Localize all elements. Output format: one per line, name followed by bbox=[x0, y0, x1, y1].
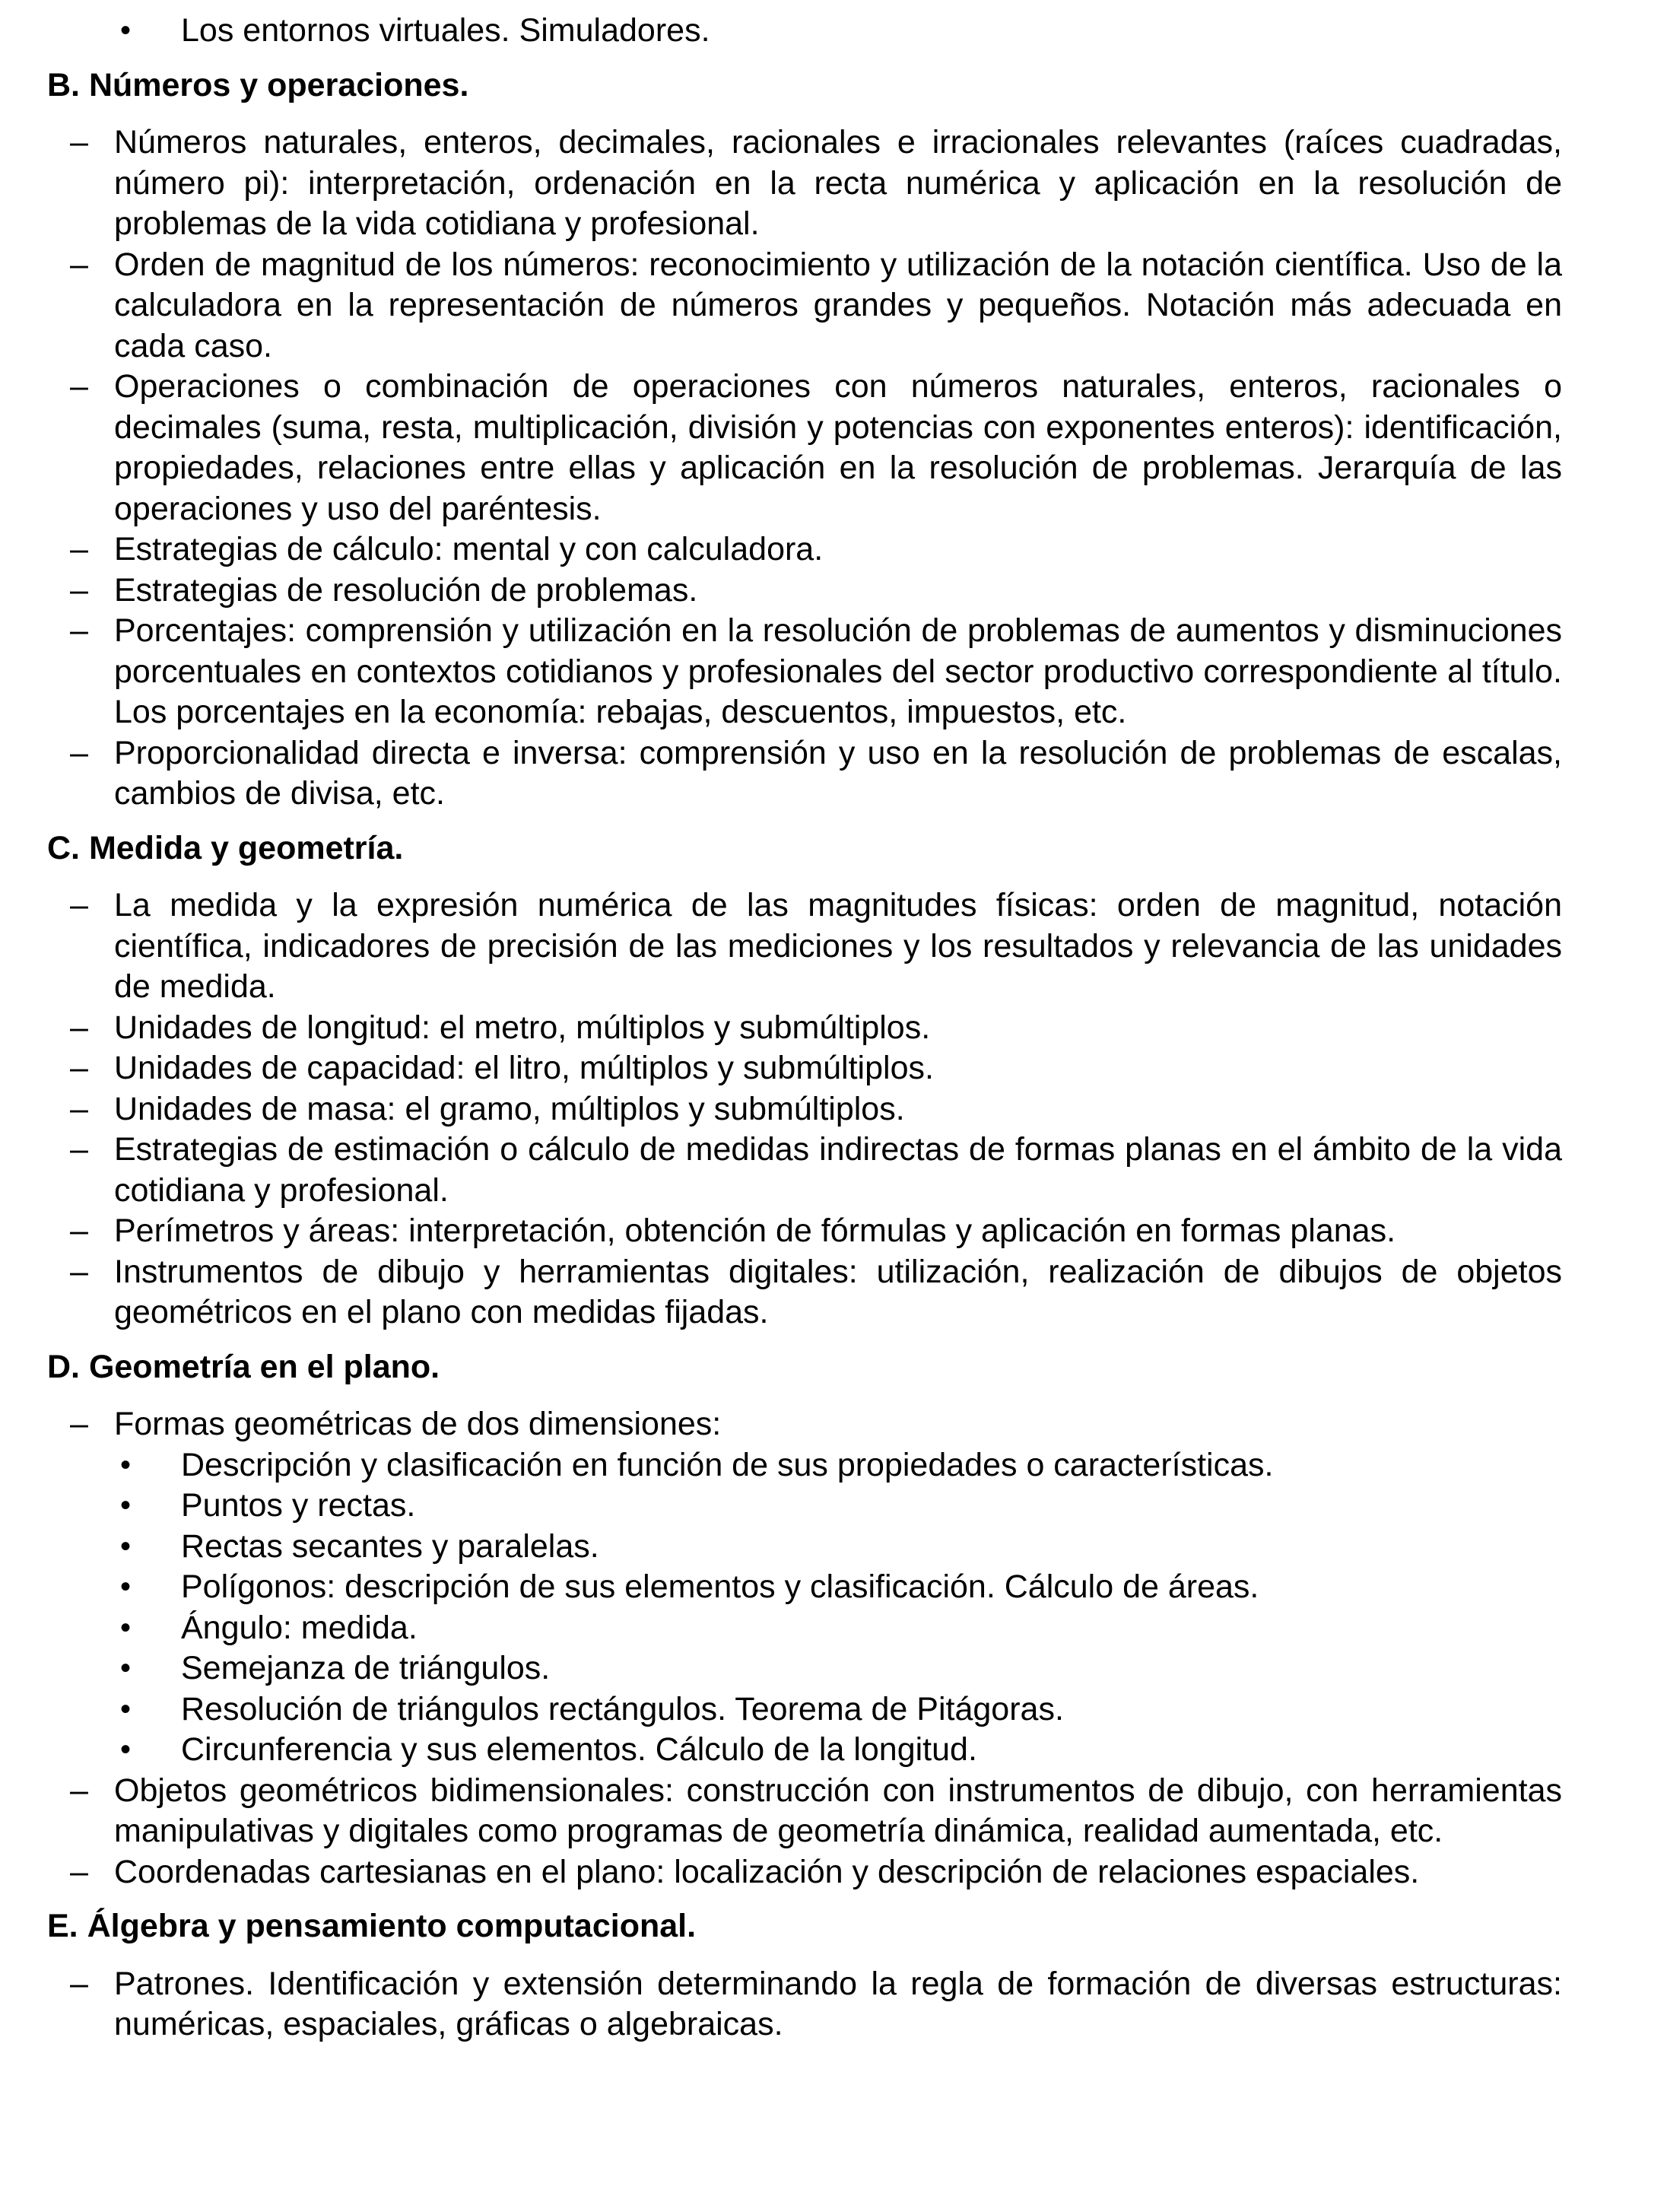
bullet-icon: • bbox=[120, 14, 132, 47]
bullet-icon: • bbox=[120, 1692, 132, 1726]
section-e bbox=[47, 1906, 1562, 2045]
dash-icon: – bbox=[70, 734, 88, 771]
list-item bbox=[47, 733, 1562, 815]
list-item bbox=[47, 1089, 1562, 1130]
bullet-icon: • bbox=[120, 1489, 132, 1522]
sub-bullet-item bbox=[47, 1730, 1562, 1771]
dash-icon: – bbox=[70, 1090, 88, 1127]
dash-icon: – bbox=[70, 1009, 88, 1046]
list-item bbox=[47, 245, 1562, 367]
list-item-text: Operaciones o combinación de operaciones con números naturales, enteros, racionales o decimales (suma, resta, multiplicación, división y potencias con exponentes enteros): identificación, propiedades, relaciones entre ellas y aplicación en la resolución de problemas. Jerarquía de las operaciones y uso del paréntesis. bbox=[114, 368, 1562, 527]
section-b bbox=[47, 65, 1562, 815]
section-d bbox=[47, 1347, 1562, 1893]
list-item-text: Números naturales, enteros, decimales, racionales e irracionales relevantes (raíces cuadradas, número pi): interpretación, ordenación en la recta numérica y aplicación en la resolución de problemas de la vida cotidiana y profesional. bbox=[114, 124, 1562, 242]
list-item bbox=[47, 1964, 1562, 2045]
sub-bullet-item bbox=[47, 1445, 1562, 1486]
list-item-text: Orden de magnitud de los números: reconocimiento y utilización de la notación científica. Uso de la calculadora en la representación de números grandes y pequeños. Notación más adecuada en cada caso. bbox=[114, 246, 1562, 364]
sub-bullet-item bbox=[47, 1608, 1562, 1649]
list-item bbox=[47, 1771, 1562, 1852]
intro-bullet-item bbox=[47, 11, 1562, 52]
bullet-icon: • bbox=[120, 1448, 132, 1482]
dash-icon: – bbox=[70, 1965, 88, 2002]
bullet-icon: • bbox=[120, 1570, 132, 1603]
list-item-text: Formas geométricas de dos dimensiones: bbox=[114, 1406, 722, 1442]
list-item-text: Porcentajes: comprensión y utilización en la resolución de problemas de aumentos y disminuciones porcentuales en contextos cotidianos y profesionales del sector productivo correspondiente al título. Los porcentajes en la economía: rebajas, descuentos, impuestos, etc. bbox=[114, 612, 1562, 730]
list-item bbox=[47, 885, 1562, 1008]
dash-icon: – bbox=[70, 1253, 88, 1290]
section-heading: D. Geometría en el plano. bbox=[47, 1348, 440, 1385]
list-item bbox=[47, 1130, 1562, 1211]
list-item-text: Proporcionalidad directa e inversa: comprensión y uso en la resolución de problemas de escalas, cambios de divisa, etc. bbox=[114, 734, 1562, 812]
dash-icon: – bbox=[70, 1212, 88, 1249]
list-item-text: La medida y la expresión numérica de las magnitudes físicas: orden de magnitud, notación científica, indicadores de precisión de las mediciones y los resultados y relevancia de las unidades de medida. bbox=[114, 887, 1562, 1005]
bullet-icon: • bbox=[120, 1610, 132, 1645]
list-item-text: Instrumentos de dibujo y herramientas digitales: utilización, realización de dibujos de objetos geométricos en el plano con medidas fijadas. bbox=[114, 1253, 1562, 1330]
list-item-text: Estrategias de estimación o cálculo de medidas indirectas de formas planas en el ámbito de la vida cotidiana y profesional. bbox=[114, 1131, 1562, 1209]
bullet-icon: • bbox=[120, 1529, 132, 1563]
list-item-text: Unidades de capacidad: el litro, múltiplos y submúltiplos. bbox=[114, 1050, 934, 1086]
sub-bullet-item bbox=[47, 1527, 1562, 1568]
intro-bullet-text: Los entornos virtuales. Simuladores. bbox=[181, 12, 710, 49]
sub-bullet-text: Puntos y rectas. bbox=[181, 1487, 416, 1524]
dash-icon: – bbox=[70, 246, 88, 283]
list-item-text: Unidades de longitud: el metro, múltiplos y submúltiplos. bbox=[114, 1009, 931, 1046]
section-c bbox=[47, 828, 1562, 1333]
sub-bullet-text: Circunferencia y sus elementos. Cálculo de la longitud. bbox=[181, 1731, 977, 1768]
dash-icon: – bbox=[70, 1050, 88, 1086]
list-item-text: Patrones. Identificación y extensión determinando la regla de formación de diversas estructuras: numéricas, espaciales, gráficas o algebraicas. bbox=[114, 1965, 1562, 2042]
list-item bbox=[47, 1252, 1562, 1333]
list-item-text: Unidades de masa: el gramo, múltiplos y submúltiplos. bbox=[114, 1090, 905, 1127]
sub-bullet-item bbox=[47, 1648, 1562, 1689]
dash-icon: – bbox=[70, 1772, 88, 1809]
dash-icon: – bbox=[70, 1853, 88, 1890]
bullet-icon: • bbox=[120, 1733, 132, 1766]
list-item bbox=[47, 611, 1562, 733]
section-heading: B. Números y operaciones. bbox=[47, 66, 469, 103]
sub-bullet-item bbox=[47, 1689, 1562, 1731]
dash-icon: – bbox=[70, 368, 88, 405]
sub-bullet-text: Semejanza de triángulos. bbox=[181, 1650, 551, 1686]
list-item-text: Estrategias de resolución de problemas. bbox=[114, 571, 698, 609]
sub-bullet-text: Rectas secantes y paralelas. bbox=[181, 1527, 599, 1565]
dash-icon: – bbox=[70, 124, 88, 160]
dash-icon: – bbox=[70, 612, 88, 649]
dash-icon: – bbox=[70, 1406, 88, 1442]
sub-bullet-text: Polígonos: descripción de sus elementos y clasificación. Cálculo de áreas. bbox=[181, 1568, 1259, 1605]
document-page bbox=[47, 11, 1562, 2045]
list-item-text: Coordenadas cartesianas en el plano: localización y descripción de relaciones espaciales. bbox=[114, 1853, 1420, 1890]
list-item bbox=[47, 122, 1562, 245]
list-item bbox=[47, 1211, 1562, 1252]
list-item bbox=[47, 570, 1562, 612]
dash-icon: – bbox=[70, 887, 88, 923]
list-item-text: Perímetros y áreas: interpretación, obtención de fórmulas y aplicación en formas planas. bbox=[114, 1212, 1396, 1249]
section-heading: C. Medida y geometría. bbox=[47, 829, 404, 866]
dash-icon: – bbox=[70, 1131, 88, 1168]
sub-bullet-text: Ángulo: medida. bbox=[181, 1609, 418, 1646]
bullet-icon: • bbox=[120, 1651, 132, 1685]
list-item bbox=[47, 1852, 1562, 1893]
list-item bbox=[47, 367, 1562, 529]
sub-bullet-text: Descripción y clasificación en función de sus propiedades o características. bbox=[181, 1446, 1274, 1483]
list-item-text: Objetos geométricos bidimensionales: construcción con instrumentos de dibujo, con herramientas manipulativas y digitales como programas de geometría dinámica, realidad aumentada, etc. bbox=[114, 1772, 1562, 1849]
sub-bullet-item bbox=[47, 1567, 1562, 1608]
sub-bullet-text: Resolución de triángulos rectángulos. Teorema de Pitágoras. bbox=[181, 1690, 1064, 1727]
list-item bbox=[47, 1404, 1562, 1445]
list-item bbox=[47, 529, 1562, 570]
sub-bullet-item bbox=[47, 1486, 1562, 1527]
dash-icon: – bbox=[70, 531, 88, 567]
list-item bbox=[47, 1048, 1562, 1089]
dash-icon: – bbox=[70, 571, 88, 609]
section-heading: E. Álgebra y pensamiento computacional. bbox=[47, 1908, 697, 1944]
list-item-text: Estrategias de cálculo: mental y con calculadora. bbox=[114, 531, 824, 567]
list-item bbox=[47, 1008, 1562, 1049]
